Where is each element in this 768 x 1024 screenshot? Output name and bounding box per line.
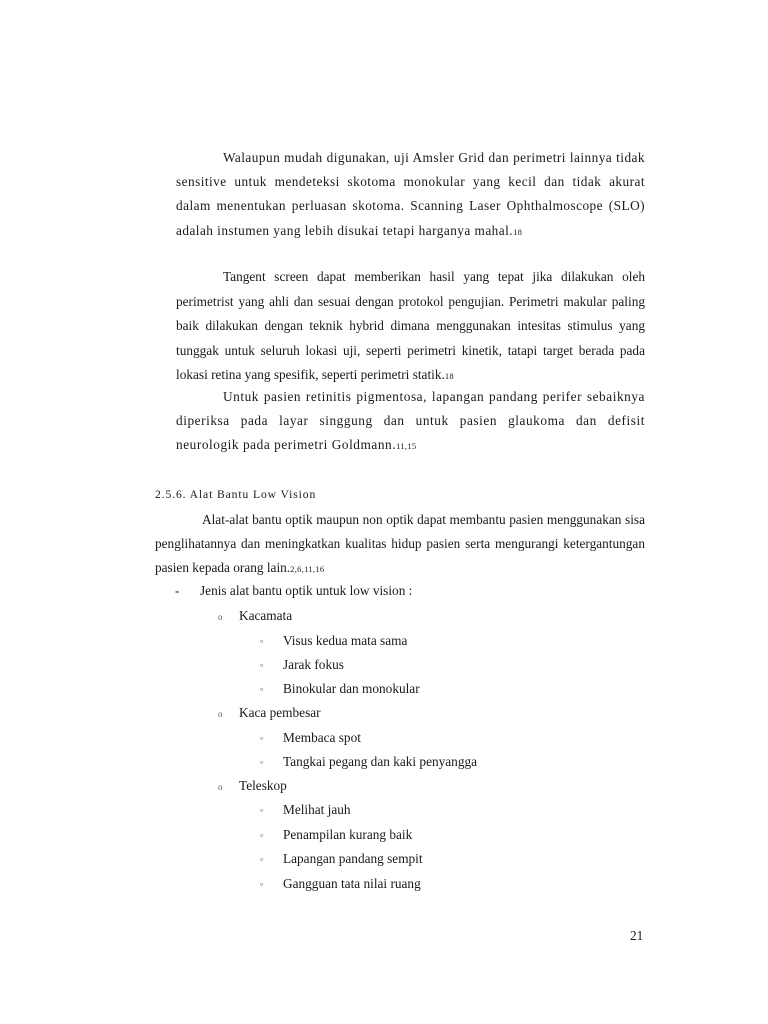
list-item: Penampilan kurang baik bbox=[283, 827, 413, 842]
list-item: Membaca spot bbox=[283, 730, 361, 745]
bullet-circle-marker: o bbox=[218, 612, 223, 622]
list-item: Gangguan tata nilai ruang bbox=[283, 876, 421, 891]
list-dash-marker: - bbox=[175, 583, 180, 598]
list-item: Melihat jauh bbox=[283, 802, 351, 817]
paragraph-text: Untuk pasien retinitis pigmentosa, lapangan pandang perifer sebaiknya diperiksa pada layar singgung dan untuk pasien glaukoma dan defisit neurologik pada perimetri Goldmann. bbox=[176, 389, 645, 453]
list-item: Jarak fokus bbox=[283, 657, 344, 672]
paragraph-tangent-screen bbox=[176, 265, 645, 389]
paragraph-retinitis bbox=[176, 385, 645, 459]
bullet-square-marker: ▫ bbox=[260, 684, 264, 694]
page-number: 21 bbox=[630, 928, 644, 943]
paragraph-text: Tangent screen dapat memberikan hasil yang tepat jika dilakukan oleh perimetrist yang ahli dan sesuai dengan protokol pengujian. Perimetri makular paling baik dilakukan dengan teknik hybrid dimana menggunakan intesitas stimulus yang tunggak untuk seluruh lokasi uji, seperti perimetri kinetik, tatapi target berada pada lokasi retina yang spesifik, seperti perimetri statik. bbox=[176, 269, 645, 382]
list-group-label: Teleskop bbox=[239, 778, 287, 793]
list-item: Tangkai pegang dan kaki penyangga bbox=[283, 754, 478, 769]
bullet-circle-marker: o bbox=[218, 709, 223, 719]
reference-number: 18 bbox=[513, 226, 523, 237]
bullet-square-marker: ▫ bbox=[260, 757, 264, 767]
paragraph-low-vision-intro bbox=[155, 508, 645, 582]
paragraph-text: Walaupun mudah digunakan, uji Amsler Grid dan perimetri lainnya tidak sensitive untuk mendeteksi skotoma monokular yang kecil dan tidak akurat dalam menentukan perluasan skotoma. Scanning Laser Ophthalmoscope (SLO) adalah instumen yang lebih disukai tetapi harganya mahal. bbox=[176, 150, 645, 238]
reference-number: 2,6,11,16 bbox=[290, 564, 325, 575]
section-heading: 2.5.6. Alat Bantu Low Vision bbox=[155, 488, 317, 501]
reference-number: 18 bbox=[444, 371, 454, 381]
bullet-square-marker: ▫ bbox=[260, 830, 264, 840]
bullet-square-marker: ▫ bbox=[260, 854, 264, 864]
reference-number: 11,15 bbox=[396, 441, 417, 452]
list-title: Jenis alat bantu optik untuk low vision : bbox=[200, 583, 413, 598]
list-group-label: Kacamata bbox=[239, 608, 293, 623]
bullet-square-marker: ▫ bbox=[260, 733, 264, 743]
list-item: Lapangan pandang sempit bbox=[283, 851, 423, 866]
bullet-square-marker: ▫ bbox=[260, 636, 264, 646]
bullet-square-marker: ▫ bbox=[260, 660, 264, 670]
paragraph-amsler-grid bbox=[176, 146, 645, 244]
bullet-circle-marker: o bbox=[218, 782, 223, 792]
list-group-label: Kaca pembesar bbox=[239, 705, 321, 720]
bullet-square-marker: ▫ bbox=[260, 805, 264, 815]
bullet-square-marker: ▫ bbox=[260, 879, 264, 889]
paragraph-text: Alat-alat bantu optik maupun non optik dapat membantu pasien menggunakan sisa penglihatannya dan meningkatkan kualitas hidup pasien serta mengurangi ketergantungan pasien kepada orang lain. bbox=[155, 512, 645, 576]
list-item: Binokular dan monokular bbox=[283, 681, 420, 696]
list-item: Visus kedua mata sama bbox=[283, 633, 408, 648]
